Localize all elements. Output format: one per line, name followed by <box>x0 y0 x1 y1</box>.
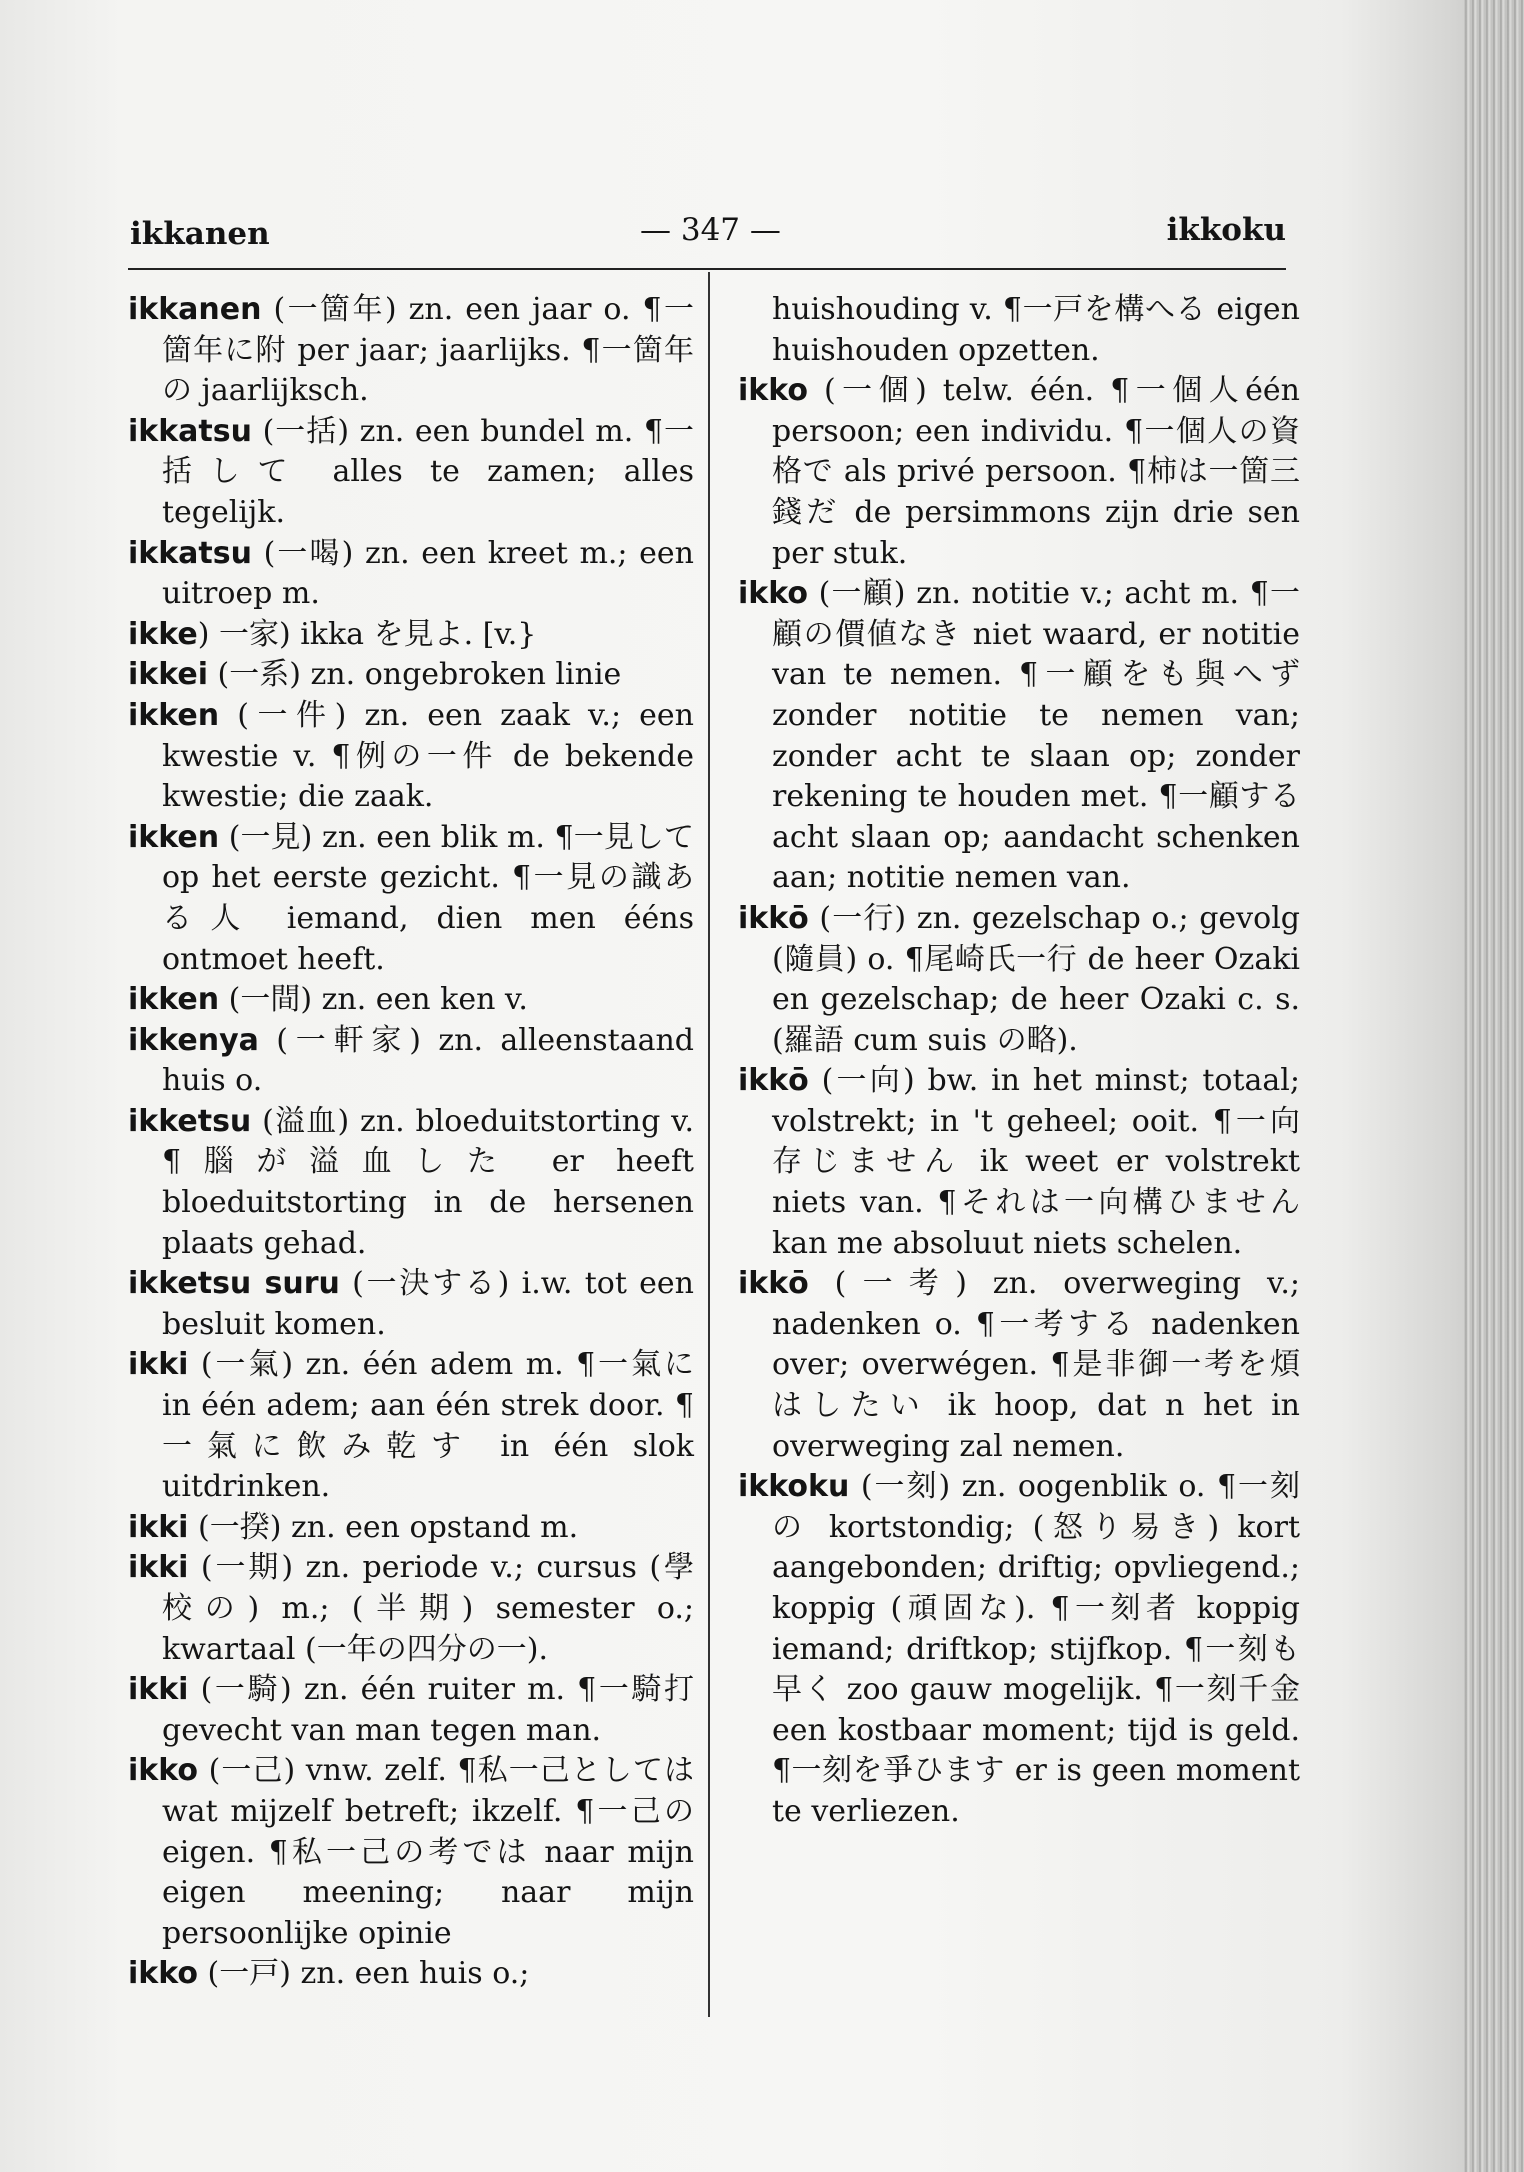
entry-headword: ikkanen <box>128 292 262 327</box>
entry-headword: ikkatsu <box>128 413 252 449</box>
dictionary-entry <box>128 1954 694 1995</box>
dictionary-entry <box>128 1508 694 1549</box>
header-left-headword: ikkanen <box>130 216 270 252</box>
left-column <box>128 290 694 1995</box>
entry-definition: (一喝) zn. een kreet m.; een uitroep m. <box>162 535 694 612</box>
running-header <box>128 200 1286 260</box>
entry-definition: (一行) zn. gezelschap o.; gevolg (隨員) o. ¶尾崎氏一行 de heer Ozaki en gezelschap; de heer Ozaki c. s. (羅語 cum suis の略). <box>772 900 1300 1058</box>
entry-definition: (一考) zn. overweging v.; nadenken o. ¶一考する nadenken over; overwégen. ¶是非御一考を煩はしたい ik hoop, dat n het in overweging zal nemen. <box>772 1266 1300 1464</box>
entry-definition: (一刻) zn. oogenblik o. ¶一刻の kortstondig; (怒り易き) kort aangebonden; driftig; opvliegend.; koppig (頑固な). ¶一刻者 koppig iemand; driftkop; stijfkop. ¶一刻も早く zoo gauw mogelijk. ¶一刻千金 een kostbaar moment; tijd is geld. ¶一刻を爭ひます er is geen moment te verliezen. <box>772 1469 1300 1829</box>
entry-definition: (一括) zn. een bundel m. ¶一括して alles te zamen; alles tegelijk. <box>162 413 694 530</box>
dictionary-entry <box>128 1548 694 1670</box>
entry-headword: ikko <box>128 1956 198 1992</box>
header-right-headword: ikkoku <box>1166 212 1286 248</box>
dictionary-entry <box>128 1345 694 1507</box>
entry-definition: (一顧) zn. notitie v.; acht m. ¶一顧の價値なき niet waard, er notitie van te nemen. ¶一顧をも與へず zonder notitie te nemen van; zonder acht te slaan op; zonder rekening te houden met. ¶一顧する acht slaan op; aandacht schenken aan; notitie nemen van. <box>772 576 1300 896</box>
entry-headword: ikkenya <box>128 1022 259 1058</box>
dictionary-entry <box>128 818 694 980</box>
entry-headword: ikketsu suru <box>128 1266 340 1302</box>
page-edge-shadow <box>1464 0 1524 2172</box>
entry-headword: ikken <box>128 819 220 855</box>
entry-definition: (一軒家) zn. alleenstaand huis o. <box>162 1022 694 1099</box>
dictionary-entry <box>128 1751 694 1954</box>
entry-headword: ikki <box>128 1550 189 1586</box>
dictionary-entry <box>738 1061 1300 1264</box>
column-divider <box>708 272 710 2017</box>
entry-headword: ikketsu <box>128 1103 252 1139</box>
entry-headword: ikko <box>738 373 808 409</box>
entry-definition: (一件) zn. een zaak v.; een kwestie v. ¶例の一件 de bekende kwestie; die zaak. <box>162 697 694 815</box>
entry-headword: ikkei <box>128 657 209 693</box>
entry-headword: ikkō <box>738 900 809 936</box>
dictionary-entry <box>738 371 1300 574</box>
right-column <box>738 290 1300 1833</box>
entry-definition: ) 一家) ikka を見よ. [v.} <box>197 616 537 652</box>
dictionary-entry <box>128 980 694 1021</box>
entry-headword: ikken <box>128 697 220 733</box>
entry-headword: ikkatsu <box>128 535 252 571</box>
dictionary-entry <box>128 1021 694 1102</box>
dictionary-entry <box>128 1102 694 1264</box>
entry-headword: ikko <box>738 576 808 612</box>
entry-definition: (一箇年) zn. een jaar o. ¶一箇年に附 per jaar; jaarlijks. ¶一箇年の jaarlijksch. <box>162 292 694 409</box>
dictionary-entry <box>128 1264 694 1345</box>
entry-definition: (一決する) i.w. tot een besluit komen. <box>162 1266 695 1342</box>
dictionary-entry <box>738 1264 1300 1467</box>
entry-headword: ikke <box>128 616 198 652</box>
dictionary-entry <box>738 574 1300 899</box>
dictionary-entry <box>128 655 694 696</box>
entry-definition: (溢血) zn. bloeduitstorting v. ¶腦が溢血した er heeft bloeduitstorting in de hersenen plaats gehad. <box>162 1103 694 1261</box>
entry-definition: (一間) zn. een ken v. <box>219 982 528 1018</box>
entry-definition: (一己) vnw. zelf. ¶私一己としては wat mijzelf betreft; ikzelf. ¶一己の eigen. ¶私一己の考では naar mijn eigen meening; naar mijn persoonlijke opinie <box>162 1753 694 1951</box>
entry-headword: ikken <box>128 982 220 1018</box>
dictionary-entry <box>738 899 1300 1061</box>
entry-headword: ikki <box>128 1672 189 1708</box>
entry-definition: (一個) telw. één. ¶一個人één persoon; een individu. ¶一個人の資格で als privé persoon. ¶柿は一箇三錢だ de persimmons zijn drie sen per stuk. <box>772 373 1300 571</box>
entry-definition: (一氣) zn. één adem m. ¶一氣に in één adem; aan één strek door. ¶一氣に飲み乾す in één slok uitdrinken. <box>162 1347 694 1505</box>
dictionary-entry <box>128 534 694 615</box>
entry-definition: (一系) zn. ongebroken linie <box>208 657 622 693</box>
entry-definition: (一向) bw. in het minst; totaal; volstrekt; in 't geheel; ooit. ¶一向存じません ik weet er volstrekt niets van. ¶それは一向構ひません kan me absoluut niets schelen. <box>772 1063 1300 1261</box>
entry-headword: ikki <box>128 1509 189 1545</box>
dictionary-entry <box>128 696 694 818</box>
dictionary-entry <box>128 615 694 656</box>
page-number: — 347 — <box>640 212 781 248</box>
entry-definition: (一騎) zn. één ruiter m. ¶一騎打 gevecht van man tegen man. <box>162 1672 694 1748</box>
entry-headword: ikko <box>128 1753 198 1789</box>
entry-headword: ikkō <box>738 1063 809 1099</box>
entry-definition: (一期) zn. periode v.; cursus (學校の) m.; (半期) semester o.; kwartaal (一年の四分の一). <box>162 1550 694 1667</box>
entry-headword: ikki <box>128 1347 189 1383</box>
entry-headword: ikkō <box>738 1266 809 1302</box>
dictionary-entry <box>128 412 694 534</box>
dictionary-entry <box>128 1670 694 1751</box>
dictionary-entry <box>128 290 694 412</box>
dictionary-entry <box>738 1467 1300 1832</box>
entry-definition: (一見) zn. een blik m. ¶一見して op het eerste gezicht. ¶一見の識ある人 iemand, dien men ééns ontmoet heeft. <box>162 819 694 977</box>
entry-definition: (一揆) zn. een opstand m. <box>188 1509 579 1545</box>
continued-entry: huishouding v. ¶一戸を構へる eigen huishouden opzetten. <box>772 292 1300 368</box>
entry-headword: ikkoku <box>738 1469 850 1505</box>
entry-definition: (一戸) zn. een huis o.; <box>198 1956 530 1992</box>
header-rule <box>128 268 1286 270</box>
